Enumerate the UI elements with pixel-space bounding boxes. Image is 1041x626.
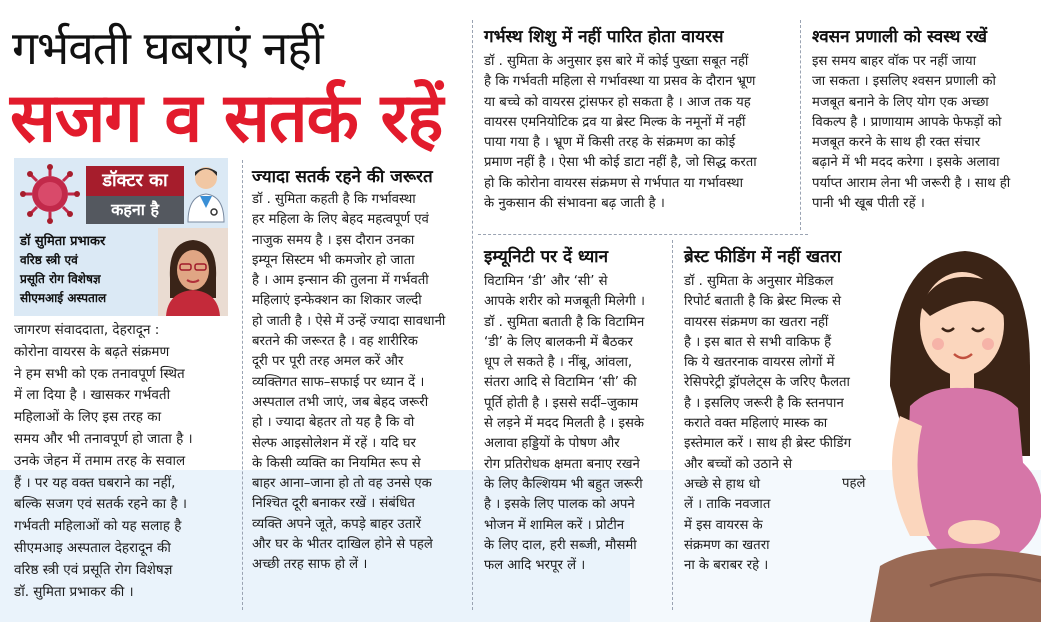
col2-line: अस्पताल तभी जाएं, जब बेहद जरूरी (252, 394, 429, 410)
col1-line: सीएमआइ अस्पताल देहरादून की (14, 539, 171, 556)
doctor-photo (158, 228, 228, 316)
col5-line: है । इसके लिए पालक को अपने (484, 497, 635, 513)
col5-line: रोग प्रतिरोधक क्षमता बनाए रखने (484, 456, 640, 472)
col5-line: संतरा आदि से विटामिन ‘सी’ की (484, 375, 637, 391)
col2-line: हर महिला के लिए बेहद महत्वपूर्ण एवं (252, 212, 429, 228)
col6-line: अच्छे से हाथ धो (684, 476, 761, 492)
col3-body (484, 52, 794, 214)
col3-heading: गर्भस्थ शिशु में नहीं पारित होता वायरस (484, 27, 724, 47)
col1-line: डॉ. सुमिता प्रभाकर की । (14, 583, 134, 600)
col6-line: रेसिपरेट्री ड्रॉपलेट्स के जरिए फैलता (684, 375, 850, 391)
doctor-title2: प्रसूति रोग विशेषज्ञ (20, 272, 101, 286)
col1-line: हैं । पर यह वक्त घबराने का नहीं, (14, 474, 176, 491)
col6-line: लें । ताकि नवजात (684, 497, 771, 513)
col2-body (252, 190, 467, 576)
col6-body (684, 272, 880, 576)
col5-line: से लड़ने में मदद मिलती है । इसके (484, 416, 645, 432)
col1-line: महिलाओं के लिए इस तरह का (14, 409, 162, 426)
col5-line: आपके शरीर को मजबूती मिलेगी । (484, 294, 645, 310)
col6-heading: ब्रेस्ट फीडिंग में नहीं खतरा (684, 247, 842, 267)
col2-line: दूरी पर पूरी तरह अमल करें और (252, 354, 404, 370)
col3-line: हो कि कोरोना वायरस संक्रमण से गर्भपात या गर्भावस्था (484, 175, 744, 191)
col5-line: ‘डी’ के लिए बालकनी में बैठकर (484, 334, 633, 350)
col6-line: वायरस संक्रमण का खतरा नहीं (684, 314, 829, 330)
col5-body (484, 272, 670, 576)
col4-line: इस समय बाहर वॉक पर नहीं जाया (812, 54, 977, 69)
col6-line: संक्रमण का खतरा (684, 537, 770, 553)
col4-heading: श्वसन प्रणाली को स्वस्थ रखें (812, 27, 988, 47)
col2-line: निश्चित दूरी बनाकर रखें । संबंधित (252, 496, 415, 512)
col2-line: और घर के भीतर दाखिल होने से पहले (252, 537, 433, 553)
col5-line: के लिए कैल्शियम भी बहुत जरूरी (484, 476, 643, 492)
doctor-banner-top: डॉक्टर का (86, 166, 184, 196)
col5-line: धूप ले सकते है । नींबू, आंवला, (484, 355, 633, 371)
col3-line: के नुकसान की संभावना बढ़ जाती है । (484, 196, 665, 212)
col1-body (14, 320, 238, 603)
col2-line: इम्यून सिस्टम भी कमजोर हो जाता (252, 252, 415, 268)
col5-line: अलावा हड्डियों के पोषण और (484, 436, 620, 452)
col1-line: समय और भी तनावपूर्ण हो जाता है । (14, 430, 193, 447)
col2-line: है । आम इन्सान की तुलना में गर्भवती (252, 273, 429, 289)
doctor-icon (186, 162, 226, 224)
col1-line: ने हम सभी को एक तनावपूर्ण स्थित (14, 365, 185, 382)
col3-line: या बच्चे को वायरस ट्रांसफर हो सकता है । आज तक यह (484, 94, 751, 110)
col6-line: है । इसलिए जरूरी है कि स्तनपान (684, 395, 844, 411)
col5-line: विटामिन ‘डी’ और ‘सी’ से (484, 274, 608, 289)
col4-line: बढ़ाने में भी मदद करेगा । इसके अलावा (812, 155, 1000, 171)
col1-line: गर्भवती महिलाओं को यह सलाह है (14, 518, 182, 535)
col6-line: इस्तेमाल करें । साथ ही ब्रेस्ट फीडिंग (684, 436, 851, 452)
col2-line: हो जाती है । ऐसे में उन्हें ज्यादा सावधानी (252, 313, 446, 329)
col3-line: है कि गर्भवती महिला से गर्भावस्था या प्रसव के दौरान भ्रूण (484, 74, 756, 90)
col2-line: डॉ . सुमिता कहती है कि गर्भावस्था (252, 192, 416, 207)
doctor-title1: वरिष्ठ स्त्री एवं (20, 253, 78, 267)
col2-line: नाजुक समय है । इस दौरान उनका (252, 232, 415, 248)
col2-line: हो । ज्यादा बेहतर तो यह है कि वो (252, 415, 415, 431)
col2-line: के किसी व्यक्ति का नियमित रूप से (252, 455, 421, 471)
col4-line: विकल्प है । प्राणायाम आपके फेफड़ों को (812, 114, 1002, 130)
col3-line: प्रमाण नहीं है । ऐसा भी कोई डाटा नहीं है, जो सिद्ध करता (484, 155, 757, 171)
col4-line: पानी भी खूब पीती रहें । (812, 196, 925, 212)
col4-line: जा सकता । इसलिए श्वसन प्रणाली को (812, 74, 996, 90)
col1-line: उनके जेहन में तमाम तरह के सवाल (14, 452, 186, 469)
col6-line: डॉ . सुमिता के अनुसार मेडिकल (684, 274, 834, 289)
col2-line: महिलाएं इन्फेक्शन का शिकार जल्दी (252, 293, 422, 309)
col2-heading: ज्यादा सतर्क रहने की जरूरत (252, 167, 433, 187)
col6-float-word: पहले (842, 476, 866, 491)
col5-line: के लिए दाल, हरी सब्जी, मौसमी (484, 537, 637, 553)
col1-line: कोरोना वायरस के बढ़ते संक्रमण (14, 343, 170, 360)
column-divider (800, 20, 801, 230)
doctor-name: डॉ सुमिता प्रभाकर (20, 234, 106, 249)
col6-line: ना के बराबर रहे । (684, 558, 769, 574)
headline-line1: गर्भवती घबराएं नहीं (12, 21, 323, 75)
col4-line: पर्याप्त आराम लेना भी जरूरी है । साथ ही (812, 175, 1011, 191)
col6-line: है । इस बात से सभी वाकिफ हैं (684, 334, 832, 350)
col3-line: पाया गया है । भ्रूण में किसी तरह के संक्रमण का कोई (484, 135, 736, 151)
col2-line: बरतने की जरूरत है । वह शारीरिक (252, 334, 418, 350)
doctor-banner-bottom: कहना है (86, 196, 184, 224)
pregnant-woman-illustration (870, 236, 1041, 622)
col6-line: रिपोर्ट बताती है कि ब्रेस्ट मिल्क से (684, 294, 842, 310)
col6-line: कि ये खतरनाक वायरस लोगों में (684, 355, 835, 371)
col5-line: पूर्ति होती है । इससे सर्दी–जुकाम (484, 395, 639, 411)
col2-line: अच्छी तरह साफ हो लें । (252, 557, 368, 573)
col4-body (812, 52, 1034, 214)
col2-line: व्यक्तिगत साफ–सफाई पर ध्यान दें । (252, 374, 425, 390)
col1-line: जागरण संवाददाता, देहरादून : (14, 322, 160, 338)
col2-line: बाहर आना–जाना हो तो वह उनसे एक (252, 476, 432, 492)
col1-line: बल्कि सजग एवं सतर्क रहने का है । (14, 496, 187, 513)
col3-line: वायरस एमनियोटिक द्रव या ब्रेस्ट मिल्क के नमूनों में नहीं (484, 114, 746, 130)
doctor-hospital: सीएमआई अस्पताल (20, 291, 107, 305)
col5-heading: इम्यूनिटी पर दें ध्यान (484, 247, 609, 267)
virus-icon (18, 162, 82, 226)
col4-line: मजबूत करने के साथ ही रक्त संचार (812, 135, 981, 151)
col2-line: सेल्फ आइसोलेशन में रहें । यदि घर (252, 435, 416, 451)
column-divider (472, 20, 473, 610)
headline-line2: सजग व सतर्क रहें (10, 79, 443, 158)
col2-line: व्यक्ति अपने जूते, कपड़े बाहर उतारें (252, 516, 422, 532)
col6-line: कराते वक्त महिलाएं मास्क का (684, 416, 828, 432)
col3-line: डॉ . सुमिता के अनुसार इस बारे में कोई पुख्ता सबूत नहीं (484, 54, 749, 69)
col6-line: में इस वायरस के (684, 517, 763, 533)
col5-line: फल आदि भरपूर लें । (484, 558, 586, 574)
row-divider (478, 234, 808, 235)
column-divider (672, 240, 673, 610)
column-divider (242, 160, 243, 610)
col1-line: में ला दिया है । खासकर गर्भवती (14, 387, 171, 404)
doctor-details (20, 232, 160, 308)
col5-line: भोजन में शामिल करें । प्रोटीन (484, 517, 625, 533)
col5-line: डॉ . सुमिता बताती है कि विटामिन (484, 314, 645, 330)
col1-line: वरिष्ठ स्त्री एवं प्रसूति रोग विशेषज्ञ (14, 561, 173, 578)
col4-line: मजबूत बनाने के लिए योग एक अच्छा (812, 94, 989, 110)
col6-line: और बच्चों को उठाने से (684, 456, 793, 472)
